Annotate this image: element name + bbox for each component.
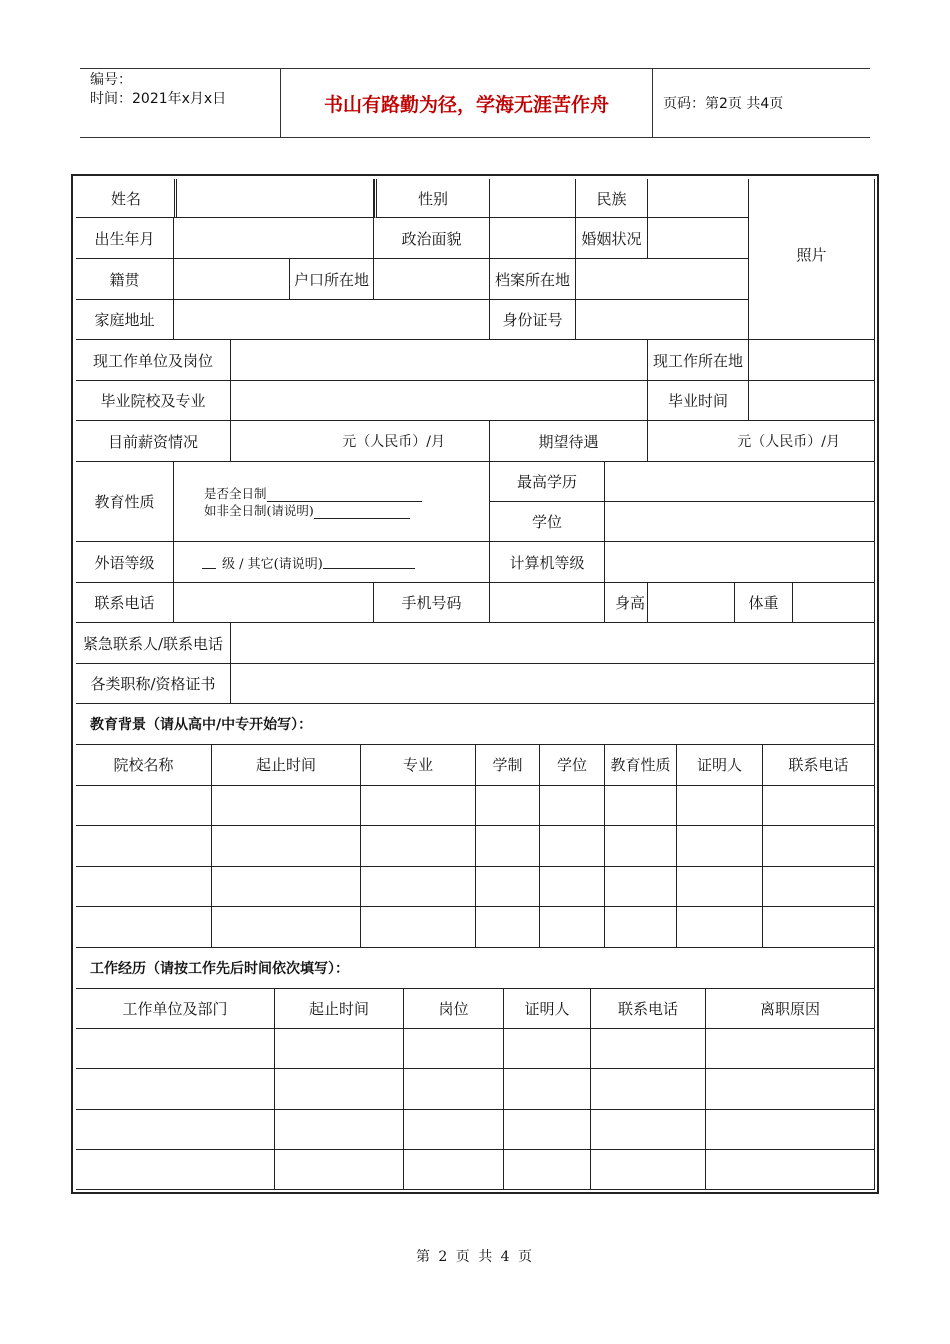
education-table-cell[interactable] xyxy=(540,786,605,827)
input-certificates[interactable] xyxy=(231,664,875,704)
education-table-cell[interactable] xyxy=(605,786,677,827)
work-table-cell[interactable] xyxy=(591,1069,706,1109)
label-ethnicity: 民族 xyxy=(576,179,648,218)
non-fulltime-label: 如非全日制(请说明) xyxy=(204,502,314,518)
input-weight[interactable] xyxy=(793,583,875,623)
label-education-type: 教育性质 xyxy=(76,462,174,542)
education-table-header-1: 起止时间 xyxy=(212,745,361,786)
label-expected-salary: 期望待遇 xyxy=(490,421,648,462)
work-table-cell[interactable] xyxy=(706,1110,875,1150)
work-table-cell[interactable] xyxy=(706,1150,875,1190)
label-political: 政治面貌 xyxy=(374,218,490,259)
work-table-cell[interactable] xyxy=(76,1110,275,1150)
education-table-cell[interactable] xyxy=(212,907,361,948)
label-graduation-school: 毕业院校及专业 xyxy=(76,381,231,421)
work-table-cell[interactable] xyxy=(591,1150,706,1190)
education-table-header-5: 教育性质 xyxy=(605,745,677,786)
education-table-cell[interactable] xyxy=(476,826,540,867)
input-birth[interactable] xyxy=(174,218,374,259)
work-table-cell[interactable] xyxy=(504,1150,591,1190)
fulltime-blank[interactable] xyxy=(267,488,422,502)
input-expected-salary[interactable]: 元（人民币）/月 xyxy=(648,421,875,462)
header-meta xyxy=(80,69,281,137)
education-table-cell[interactable] xyxy=(763,826,875,867)
fulltime-line xyxy=(204,485,422,502)
work-table-cell[interactable] xyxy=(706,1069,875,1109)
work-table-header-3: 证明人 xyxy=(504,989,591,1029)
education-table-cell[interactable] xyxy=(763,907,875,948)
input-computer-level[interactable] xyxy=(605,542,875,583)
photo-box[interactable]: 照片 xyxy=(749,179,875,340)
education-section-title: 教育背景（请从高中/中专开始写）： xyxy=(76,704,875,745)
language-level-field[interactable] xyxy=(174,542,490,583)
label-birth: 出生年月 xyxy=(76,218,174,259)
language-level-blank[interactable] xyxy=(202,555,216,569)
work-table-cell[interactable] xyxy=(404,1069,504,1109)
input-hukou[interactable] xyxy=(374,259,490,300)
label-mobile: 手机号码 xyxy=(374,583,490,623)
education-table-cell[interactable] xyxy=(763,867,875,908)
education-table-header-4: 学位 xyxy=(540,745,605,786)
non-fulltime-blank[interactable] xyxy=(314,505,410,519)
label-work-location: 现工作所在地 xyxy=(648,340,749,381)
work-table-header-1: 起止时间 xyxy=(275,989,404,1029)
label-archive: 档案所在地 xyxy=(490,259,576,300)
label-height: 身高 xyxy=(605,583,648,623)
header-motto: 书山有路勤为径，学海无涯苦作舟 xyxy=(281,69,653,137)
label-computer-level: 计算机等级 xyxy=(490,542,605,583)
work-table-header-4: 联系电话 xyxy=(591,989,706,1029)
label-current-salary: 目前薪资情况 xyxy=(76,421,231,462)
application-form xyxy=(71,174,879,1194)
education-table-cell[interactable] xyxy=(476,907,540,948)
work-table-cell[interactable] xyxy=(404,1110,504,1150)
education-type-field[interactable] xyxy=(174,462,490,542)
label-name: 姓名 xyxy=(76,179,177,218)
header-page-info: 页码：第2页 共4页 xyxy=(663,96,784,112)
label-language-level: 外语等级 xyxy=(76,542,174,583)
education-table-cell[interactable] xyxy=(605,907,677,948)
work-table-cell[interactable] xyxy=(504,1029,591,1069)
label-certificates: 各类职称/资格证书 xyxy=(76,664,231,704)
education-table-cell[interactable] xyxy=(605,867,677,908)
education-table-cell[interactable] xyxy=(361,826,476,867)
education-table-header-7: 联系电话 xyxy=(763,745,875,786)
work-table-cell[interactable] xyxy=(275,1029,404,1069)
education-table-cell[interactable] xyxy=(540,826,605,867)
education-table-cell[interactable] xyxy=(677,867,763,908)
education-table-cell[interactable] xyxy=(212,826,361,867)
label-hukou: 户口所在地 xyxy=(290,259,374,300)
education-table-cell[interactable] xyxy=(540,867,605,908)
work-table-cell[interactable] xyxy=(504,1110,591,1150)
fulltime-label: 是否全日制 xyxy=(204,485,267,501)
education-table-cell[interactable] xyxy=(361,867,476,908)
label-current-employer: 现工作单位及岗位 xyxy=(76,340,231,381)
education-table-header-3: 学制 xyxy=(476,745,540,786)
work-table-cell[interactable] xyxy=(76,1150,275,1190)
education-table-header-6: 证明人 xyxy=(677,745,763,786)
work-table-cell[interactable] xyxy=(591,1029,706,1069)
label-marital: 婚姻状况 xyxy=(576,218,648,259)
work-table-cell[interactable] xyxy=(404,1029,504,1069)
label-degree: 学位 xyxy=(490,502,605,542)
non-fulltime-line xyxy=(204,502,410,519)
education-table-cell[interactable] xyxy=(677,907,763,948)
label-phone: 联系电话 xyxy=(76,583,174,623)
education-table-cell[interactable] xyxy=(540,907,605,948)
work-table-cell[interactable] xyxy=(275,1069,404,1109)
education-table-cell[interactable] xyxy=(76,907,212,948)
input-current-employer[interactable] xyxy=(231,340,648,381)
input-political[interactable] xyxy=(490,218,576,259)
education-table-cell[interactable] xyxy=(361,786,476,827)
work-table-cell[interactable] xyxy=(275,1150,404,1190)
input-phone[interactable] xyxy=(174,583,374,623)
label-emergency-contact: 紧急联系人/联系电话 xyxy=(76,623,231,664)
input-emergency-contact[interactable] xyxy=(231,623,875,664)
education-table-cell[interactable] xyxy=(361,907,476,948)
page-header xyxy=(80,68,870,138)
education-table-cell[interactable] xyxy=(476,867,540,908)
input-work-location[interactable] xyxy=(749,340,875,381)
input-height[interactable] xyxy=(648,583,735,623)
work-table-header-0: 工作单位及部门 xyxy=(76,989,275,1029)
input-home-address[interactable] xyxy=(174,300,490,340)
work-table-cell[interactable] xyxy=(76,1029,275,1069)
education-table-cell[interactable] xyxy=(212,786,361,827)
work-table-cell[interactable] xyxy=(404,1150,504,1190)
label-graduation-time: 毕业时间 xyxy=(648,381,749,421)
input-marital[interactable] xyxy=(648,218,749,259)
work-section-title: 工作经历（请按工作先后时间依次填写）： xyxy=(76,948,875,989)
education-table-cell[interactable] xyxy=(76,826,212,867)
education-table-cell[interactable] xyxy=(677,826,763,867)
input-name[interactable] xyxy=(174,179,374,218)
page-footer: 第 2 页 共 4 页 xyxy=(415,1249,535,1265)
education-table-cell[interactable] xyxy=(476,786,540,827)
label-home-address: 家庭地址 xyxy=(76,300,174,340)
education-table-header-0: 院校名称 xyxy=(76,745,212,786)
education-table-header-2: 专业 xyxy=(361,745,476,786)
education-table-cell[interactable] xyxy=(763,786,875,827)
label-id-number: 身份证号 xyxy=(490,300,576,340)
language-level-text: 级 / 其它(请说明) xyxy=(222,556,323,572)
education-table-cell[interactable] xyxy=(605,826,677,867)
input-native-place[interactable] xyxy=(174,259,290,300)
work-table-cell[interactable] xyxy=(706,1029,875,1069)
number-label: 编号： xyxy=(90,72,132,88)
input-archive[interactable] xyxy=(576,259,749,300)
work-table-cell[interactable] xyxy=(275,1110,404,1150)
work-table-cell[interactable] xyxy=(591,1110,706,1150)
input-gender[interactable] xyxy=(490,179,576,218)
education-table-cell[interactable] xyxy=(677,786,763,827)
input-id-number[interactable] xyxy=(576,300,749,340)
input-ethnicity[interactable] xyxy=(648,179,749,218)
input-graduation-time[interactable] xyxy=(749,381,875,421)
label-weight: 体重 xyxy=(735,583,793,623)
label-native-place: 籍贯 xyxy=(76,259,174,300)
date-label: 时间：2021年x月x日 xyxy=(90,91,227,107)
work-table-header-2: 岗位 xyxy=(404,989,504,1029)
education-table-cell[interactable] xyxy=(76,786,212,827)
label-highest-education: 最高学历 xyxy=(490,462,605,502)
work-table-cell[interactable] xyxy=(76,1069,275,1109)
education-table-cell[interactable] xyxy=(76,867,212,908)
input-graduation-school[interactable] xyxy=(231,381,648,421)
input-current-salary[interactable]: 元（人民币）/月 xyxy=(231,421,490,462)
education-table-cell[interactable] xyxy=(212,867,361,908)
label-gender: 性别 xyxy=(374,179,490,218)
input-degree[interactable] xyxy=(605,502,875,542)
work-table-header-5: 离职原因 xyxy=(706,989,875,1029)
work-table-cell[interactable] xyxy=(504,1069,591,1109)
language-other-blank[interactable] xyxy=(323,555,415,569)
input-highest-education[interactable] xyxy=(605,462,875,502)
input-mobile[interactable] xyxy=(490,583,605,623)
